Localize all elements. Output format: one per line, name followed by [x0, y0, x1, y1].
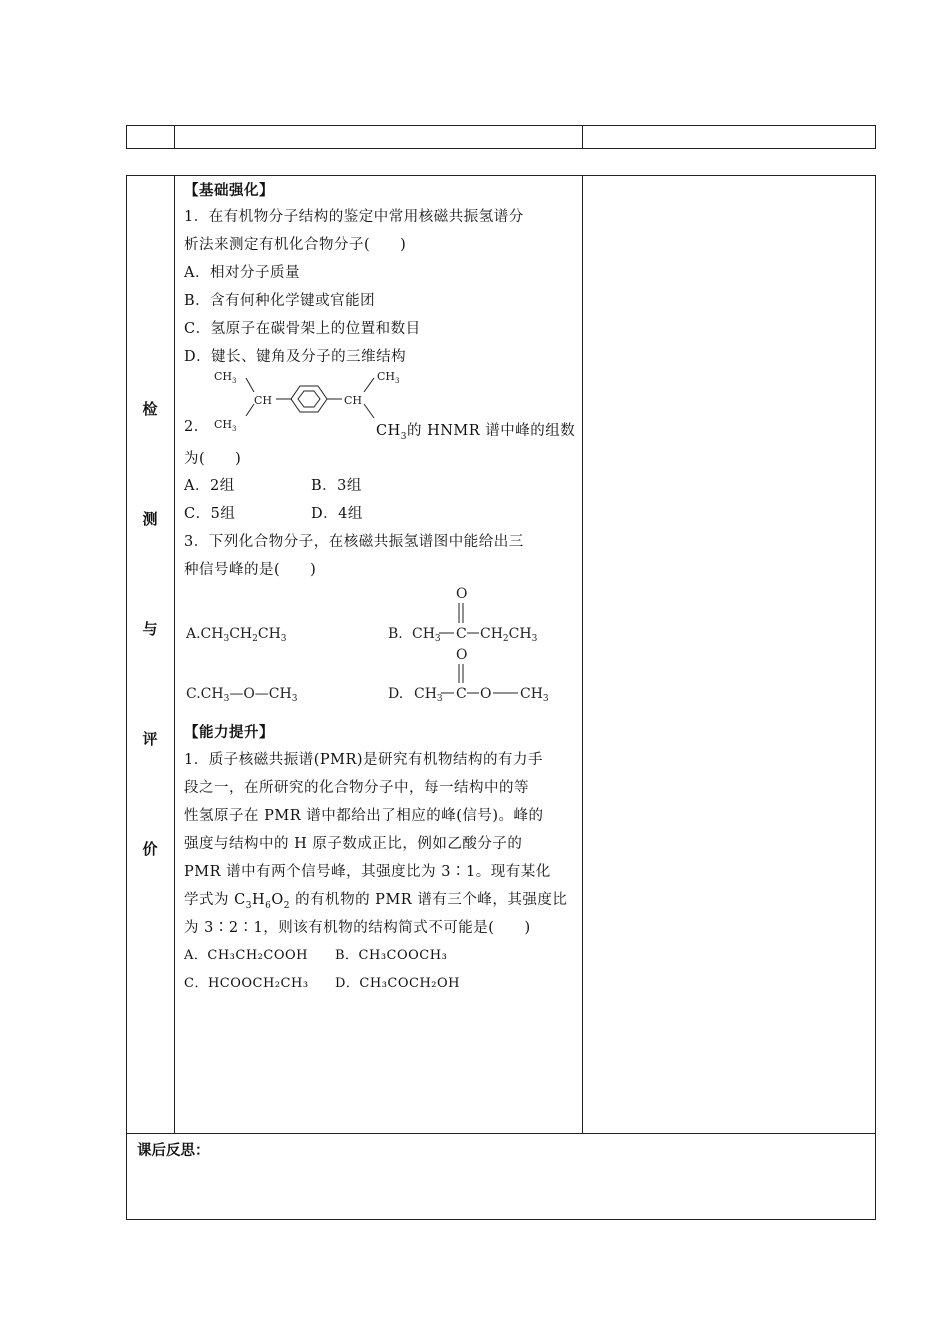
table-divider: [174, 176, 175, 1133]
struct-label: CH: [344, 394, 363, 407]
adv-q1-text: 1．质子核磁共振谱(PMR)是研究有机物结构的有力手: [184, 752, 544, 768]
q1-stem: 1．在有机物分子结构的鉴定中常用核磁共振氢谱分: [184, 209, 524, 225]
q3-stem: 3．下列化合物分子，在核磁共振氢谱图中能给出三: [184, 534, 524, 550]
q2-ch3-label: [376, 419, 575, 442]
formula-text: 学式为 C: [184, 892, 246, 908]
q3-option-c: $C.CH_3—O—CH_3$: [186, 686, 298, 704]
side-label-char: 测: [142, 510, 158, 528]
side-label-char: 价: [142, 840, 158, 858]
struct-text: $CH_3$: [520, 686, 549, 704]
struct-text: CH: [376, 423, 401, 439]
struct-text: $CH_3$: [412, 626, 441, 644]
q3-option-b: B.: [388, 626, 403, 642]
section-title-advanced: 【能力提升】: [184, 725, 274, 741]
table-divider: [582, 126, 583, 148]
table-divider: [582, 176, 583, 1133]
adv-q1-text: 为 3∶2∶1，则该有机物的结构简式不可能是( ): [184, 920, 531, 936]
q3-stem: 种信号峰的是( ): [184, 562, 317, 578]
section-title-basic: 【基础强化】: [184, 183, 274, 199]
struct-label: $CH_3$: [377, 370, 400, 385]
formula-text: 的有机物的 PMR 谱有三个峰，其强度比: [295, 892, 568, 908]
adv-q1-text: 强度与结构中的 H 原子数成正比，例如乙酸分子的: [184, 836, 523, 852]
adv-q1-text: PMR 谱中有两个信号峰，其强度比为 3∶1。现有某化: [184, 864, 551, 880]
q2-stem: 的 HNMR 谱中峰的组数: [406, 423, 576, 439]
assessment-table: [126, 175, 876, 1220]
q2-option-d: D．4组: [311, 506, 363, 522]
struct-text: O: [480, 686, 492, 702]
struct-text: C: [456, 686, 467, 702]
adv-q1-option-d: D．CH₃COCH₂OH: [335, 976, 461, 991]
adv-q1-option-c: C．HCOOCH₂CH₃: [184, 976, 309, 991]
oxygen-label: O: [456, 647, 468, 663]
adv-q1-option-b: B．CH₃COOCH₃: [335, 948, 448, 963]
q3-option-d: D.: [388, 686, 404, 702]
struct-label: $CH_3$: [214, 418, 237, 433]
q2-option-c: C．5组: [184, 506, 236, 522]
q2-option-b: B．3组: [311, 478, 362, 494]
adv-q1-text: 性氢原子在 PMR 谱中都给出了相应的峰(信号)。峰的: [184, 808, 544, 824]
q1-option-d: D．键长、键角及分子的三维结构: [184, 349, 407, 365]
table-divider: [174, 126, 175, 148]
struct-label: $CH_3$: [214, 370, 237, 385]
q2-option-a: A．2组: [184, 478, 235, 494]
table-divider: [127, 1133, 875, 1134]
q2-number: 2.: [184, 419, 199, 435]
reflection-label: 课后反思：: [137, 1143, 210, 1159]
q1-option-c: C．氢原子在碳骨架上的位置和数目: [184, 321, 421, 337]
adv-q1-option-a: A．CH₃CH₂COOH: [184, 948, 308, 963]
side-label-char: 评: [142, 730, 158, 748]
q1-option-b: B．含有何种化学键或官能团: [184, 293, 376, 309]
q3-option-a: $A.CH_3CH_2CH_3$: [186, 626, 287, 644]
struct-text: $CH_3$: [414, 686, 443, 704]
side-label-char: 检: [142, 400, 158, 418]
struct-text: $CH_2CH_3$: [480, 626, 538, 644]
q3-structures: [184, 581, 582, 711]
q1-stem: 析法来测定有机化合物分子( ): [184, 237, 407, 253]
q1-option-a: A．相对分子质量: [184, 265, 300, 281]
header-table-row: [126, 125, 876, 149]
struct-label: CH: [254, 394, 273, 407]
q2-stem: 为( ): [184, 451, 242, 467]
struct-sub: 3: [400, 431, 407, 442]
struct-text: C: [456, 626, 467, 642]
adv-q1-text: 段之一，在所研究的化合物分子中，每一结构中的等: [184, 780, 529, 796]
oxygen-label: O: [456, 586, 468, 602]
adv-q1-text: 学式为 $C_3H_6O_2$ 的有机物的 PMR 谱有三个峰，其强度比: [184, 892, 568, 911]
side-label-char: 与: [142, 620, 158, 638]
